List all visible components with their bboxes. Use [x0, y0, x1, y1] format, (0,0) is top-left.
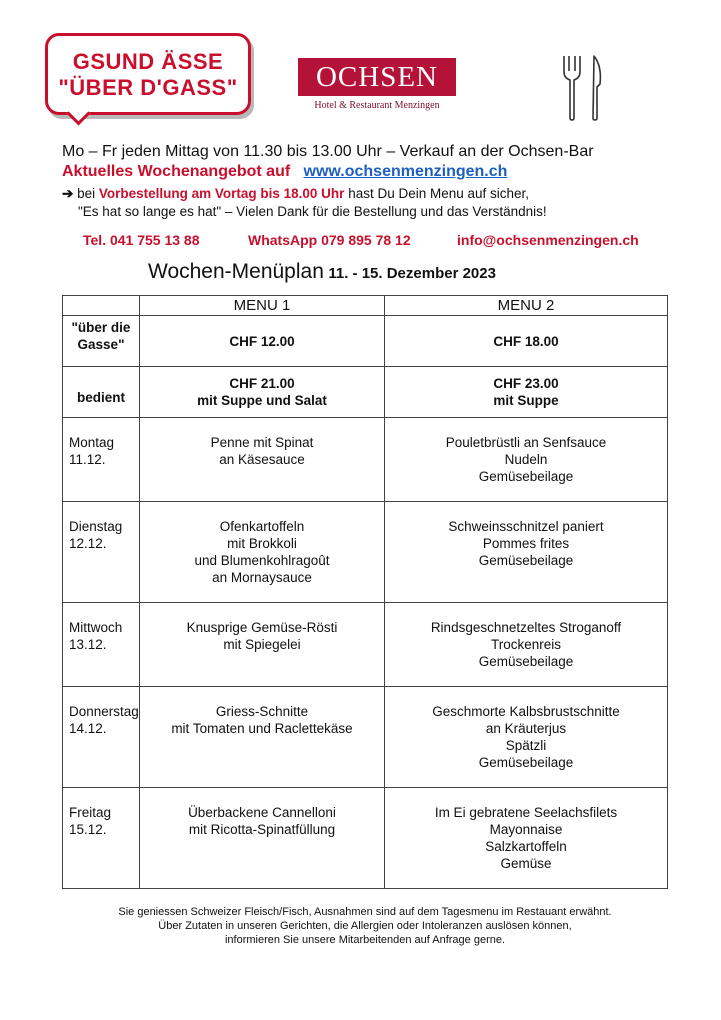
- day-date: 15.12.: [69, 822, 107, 837]
- logo-line-1: GSUND ÄSSE: [72, 49, 224, 74]
- speech-bubble-tail: [66, 101, 90, 125]
- day-row-friday: [63, 788, 668, 889]
- header-menu-1: MENU 1: [140, 296, 385, 316]
- email-address[interactable]: info@ochsenmenzingen.ch: [457, 232, 639, 248]
- dish-line: an Kräuterjus: [485, 721, 567, 736]
- day-row-wednesday: [63, 603, 668, 687]
- menu-1-dish: [140, 418, 385, 502]
- gsund-asse-logo: [45, 33, 251, 115]
- served-price-menu-2: [385, 367, 668, 418]
- phone-number[interactable]: Tel. 041 755 13 88: [83, 232, 200, 248]
- day-name: Dienstag: [69, 519, 123, 534]
- served-price-menu-1: [140, 367, 385, 418]
- served-label: bedient: [63, 367, 140, 418]
- footer-note: [60, 905, 670, 947]
- preorder-prefix: bei: [77, 186, 96, 201]
- menu-2-dish: [385, 788, 668, 889]
- footer-line: informieren Sie unsere Mitarbeitenden auf Anfrage gerne.: [224, 934, 506, 946]
- dish-line: Nudeln: [504, 452, 548, 467]
- footer-line: Sie geniessen Schweizer Fleisch/Fisch, Ausnahmen sind auf dem Tagesmenu im Restauant erwähnt.: [118, 906, 612, 918]
- footer-line: Über Zutaten in unseren Gerichten, die Allergien oder Intoleranzen auslösen können,: [158, 920, 572, 932]
- dish-line: Überbackene Cannelloni: [188, 805, 336, 820]
- dish-line: Schweinsschnitzel paniert: [448, 519, 604, 534]
- served-price-menu-2-note: mit Suppe: [493, 393, 559, 408]
- served-price-menu-2-amount: CHF 23.00: [493, 376, 559, 391]
- dish-line: Pommes frites: [482, 536, 570, 551]
- day-label: [63, 788, 140, 889]
- dish-line: Salzkartoffeln: [485, 839, 567, 854]
- menu-table: [62, 295, 668, 889]
- dish-line: Geschmorte Kalbsbrustschnitte: [432, 704, 620, 719]
- day-name: Donnerstag: [69, 704, 139, 719]
- dish-line: Gemüsebeilage: [478, 654, 574, 669]
- menu-1-dish: [140, 788, 385, 889]
- menu-1-dish: [140, 687, 385, 788]
- dish-line: an Käsesauce: [219, 452, 305, 467]
- day-name: Montag: [69, 435, 115, 450]
- weekly-offer-line: [62, 163, 507, 181]
- plan-title-text: Wochen-Menüplan: [148, 260, 324, 283]
- dish-line: Pouletbrüstli an Senfsauce: [445, 435, 607, 450]
- logo-line-2: "ÜBER D'GASS": [58, 75, 238, 100]
- ochsen-logo: OCHSEN: [298, 58, 456, 96]
- menu-1-dish: [140, 603, 385, 687]
- header-empty-cell: [63, 296, 140, 316]
- website-link[interactable]: www.ochsenmenzingen.ch: [303, 163, 508, 180]
- day-row-tuesday: [63, 502, 668, 603]
- day-label: [63, 502, 140, 603]
- dish-line: mit Ricotta-Spinatfüllung: [188, 822, 336, 837]
- dish-line: mit Tomaten und Raclettekäse: [171, 721, 353, 736]
- day-name: Mittwoch: [69, 620, 123, 635]
- ochsen-subtitle: Hotel & Restaurant Menzingen: [314, 100, 440, 111]
- day-row-monday: [63, 418, 668, 502]
- opening-hours: Mo – Fr jeden Mittag von 11.30 bis 13.00 Uhr – Verkauf an der Ochsen-Bar: [62, 143, 594, 160]
- preorder-suffix: hast Du Dein Menu auf sicher,: [348, 186, 530, 201]
- plan-dates: 11. - 15. Dezember 2023: [328, 265, 496, 282]
- table-header-row: [63, 296, 668, 316]
- street-price-menu-2: CHF 18.00: [385, 316, 668, 367]
- dish-line: Gemüse: [500, 856, 552, 871]
- served-price-row: [63, 367, 668, 418]
- dish-line: Gemüsebeilage: [478, 755, 574, 770]
- dish-line: Spätzli: [505, 738, 547, 753]
- menu-plan-title: [148, 260, 496, 284]
- dish-line: Gemüsebeilage: [478, 553, 574, 568]
- dish-line: und Blumenkohlragoût: [194, 553, 330, 568]
- menu-2-dish: [385, 418, 668, 502]
- whatsapp-number[interactable]: WhatsApp 079 895 78 12: [248, 232, 411, 248]
- preorder-highlight: Vorbestellung am Vortag bis 18.00 Uhr: [98, 186, 345, 201]
- day-label: [63, 603, 140, 687]
- day-label: [63, 418, 140, 502]
- dish-line: Knusprige Gemüse-Rösti: [186, 620, 338, 635]
- dish-line: Penne mit Spinat: [210, 435, 314, 450]
- street-price-row: [63, 316, 668, 367]
- day-date: 11.12.: [69, 452, 106, 467]
- dish-line: Griess-Schnitte: [215, 704, 309, 719]
- menu-2-dish: [385, 502, 668, 603]
- dish-line: Mayonnaise: [489, 822, 563, 837]
- menu-2-dish: [385, 687, 668, 788]
- served-price-menu-1-amount: CHF 21.00: [229, 376, 295, 391]
- fork-knife-icon: [558, 52, 604, 122]
- header-menu-2: MENU 2: [385, 296, 668, 316]
- thanks-note: "Es hat so lange es hat" – Vielen Dank für die Bestellung und das Verständnis!: [78, 204, 547, 219]
- day-date: 14.12.: [69, 721, 107, 736]
- served-price-menu-1-note: mit Suppe und Salat: [197, 393, 327, 408]
- arrow-right-icon: ➔: [62, 186, 74, 201]
- menu-1-dish: [140, 502, 385, 603]
- preorder-line: [62, 186, 529, 202]
- dish-line: Gemüsebeilage: [478, 469, 574, 484]
- dish-line: Ofenkartoffeln: [219, 519, 305, 534]
- dish-line: Trockenreis: [490, 637, 562, 652]
- dish-line: mit Brokkoli: [227, 536, 297, 551]
- dish-line: mit Spiegelei: [223, 637, 301, 652]
- day-name: Freitag: [69, 805, 112, 820]
- day-label: [63, 687, 140, 788]
- weekly-offer-label: Aktuelles Wochenangebot auf: [62, 163, 291, 180]
- menu-2-dish: [385, 603, 668, 687]
- street-price-menu-1: CHF 12.00: [140, 316, 385, 367]
- dish-line: Rindsgeschnetzeltes Stroganoff: [430, 620, 622, 635]
- dish-line: an Mornaysauce: [212, 570, 312, 585]
- street-label: "über die Gasse": [63, 316, 140, 367]
- dish-line: Im Ei gebratene Seelachsfilets: [434, 805, 618, 820]
- day-date: 13.12.: [69, 637, 107, 652]
- day-date: 12.12.: [69, 536, 107, 551]
- day-row-thursday: [63, 687, 668, 788]
